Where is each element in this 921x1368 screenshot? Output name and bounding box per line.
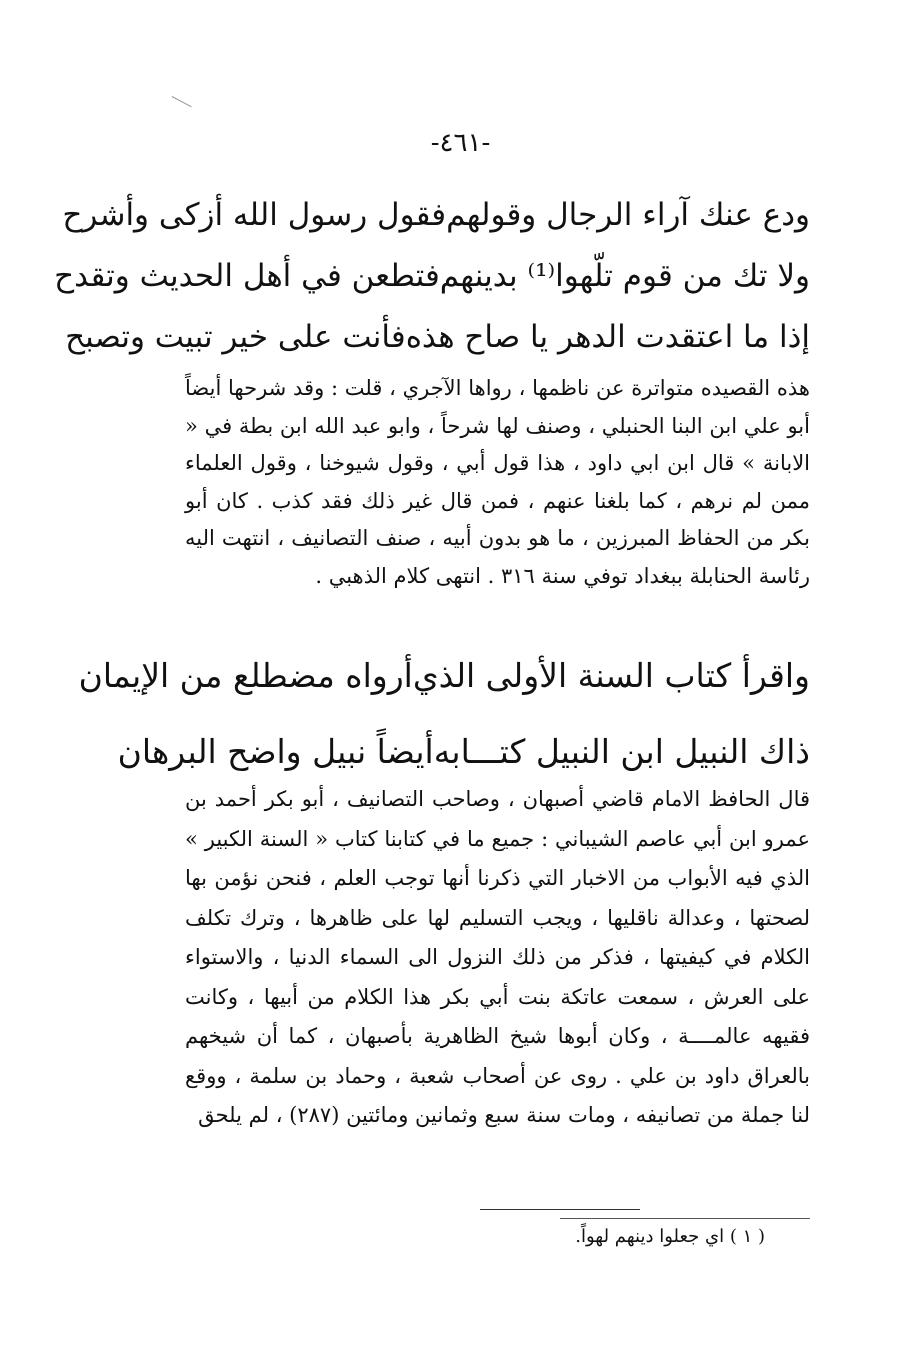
paragraph-text: قال الحافظ الامام قاضي أصبهان ، وصاحب التصانيف ، أبو بكر أحمد بن عمرو ابن أبي عاصم الشيباني : جميع ما في كتابنا كتاب « السنة الكبير » الذي فيه الأبواب من الاخبار التي ذكرنا أنها توجب العلم ، فنحن نؤمن بها لصحتها ، وعدالة ناقليها ، ويجب التسليم لها على ظاهرها ، وترك تكلف الكلام في كيفيتها ، فذكر من ذلك النزول الى السماء الدنيا ، والاستواء على العرش ، سمعت عاتكة بنت أبي بكر هذا الكلام من أبيها ، وكانت فقيهه عالمــــة ، وكان أبوها شيخ الظاهرية بأصبهان ، كما أن شيخهم بالعراق داود بن علي . روى عن أصحاب شعبة ، وحماد بن سلمة ، ووقع لنا جملة من تصانيفه ، ومات سنة سبع وثمانين ومائتين (٢٨٧) ، لم يلحق: [185, 787, 810, 1127]
poem-verses-upper: [54, 185, 810, 368]
verse-first-hemistich: ذاك النبيل ابن النبيل كتـــابه: [433, 732, 810, 771]
verse-first-hemistich: ودع عنك آراء الرجال وقولهم: [446, 197, 810, 233]
verse-second-hemistich: فتطعن في أهل الحديث وتقدح: [54, 258, 440, 294]
verse-line: [54, 246, 810, 307]
verse-line: [117, 714, 810, 790]
commentary-paragraph-lower: [185, 780, 810, 1136]
verse-second-hemistich: فأنت على خير تبيت وتصبح: [65, 319, 406, 355]
verse-second-hemistich: أرواه مضطلع من الإيمان: [78, 656, 413, 695]
verse-first-hemistich: إذا ما اعتقدت الدهر يا صاح هذه: [405, 319, 810, 355]
paragraph-text: هذه القصيده متواترة عن ناظمها ، رواها الآجري ، قلت : وقد شرحها أيضاً أبو علي ابن البنا الحنبلي ، وصنف لها شرحاً ، وابو عبد الله ابن بطة في « الابانة » قال ابن ابي داود ، هذا قول أبي ، وقول شيوخنا ، وقول العلماء ممن لم نرهم ، كما بلغنا عنهم ، فمن قال غير ذلك فقد كذب . كان أبو بكر من الحفاظ المبرزين ، ما هو بدون أبيه ، صنف التصانيف ، انتهت اليه رئاسة الحنابلة ببغداد توفي سنة ٣١٦ . انتهى كلام الذهبي .: [185, 376, 810, 588]
verse-second-hemistich: أيضاً نبيل واضح البرهان: [117, 732, 434, 771]
verse-line: [62, 185, 810, 246]
verse-first-hemistich: واقرأ كتاب السنة الأولى الذي: [412, 656, 810, 695]
verse-line: [78, 638, 810, 714]
footnote: ( ١ ) اي جعلوا دينهم لهواً.: [575, 1226, 765, 1247]
poem-verses-lower: [78, 638, 810, 790]
page-number: -٤٦١-: [430, 128, 491, 158]
footnote-separator: [560, 1218, 810, 1219]
commentary-paragraph-upper: [185, 370, 810, 595]
verse-line: [65, 307, 810, 368]
text-underline: [480, 1209, 640, 1210]
scan-artifact-mark: [172, 96, 192, 107]
verse-second-hemistich: فقول رسول الله أزكى وأشرح: [62, 197, 447, 233]
verse-first-hemistich: ولا تك من قوم تلّهوا⁽¹⁾ بدينهم: [439, 258, 810, 294]
